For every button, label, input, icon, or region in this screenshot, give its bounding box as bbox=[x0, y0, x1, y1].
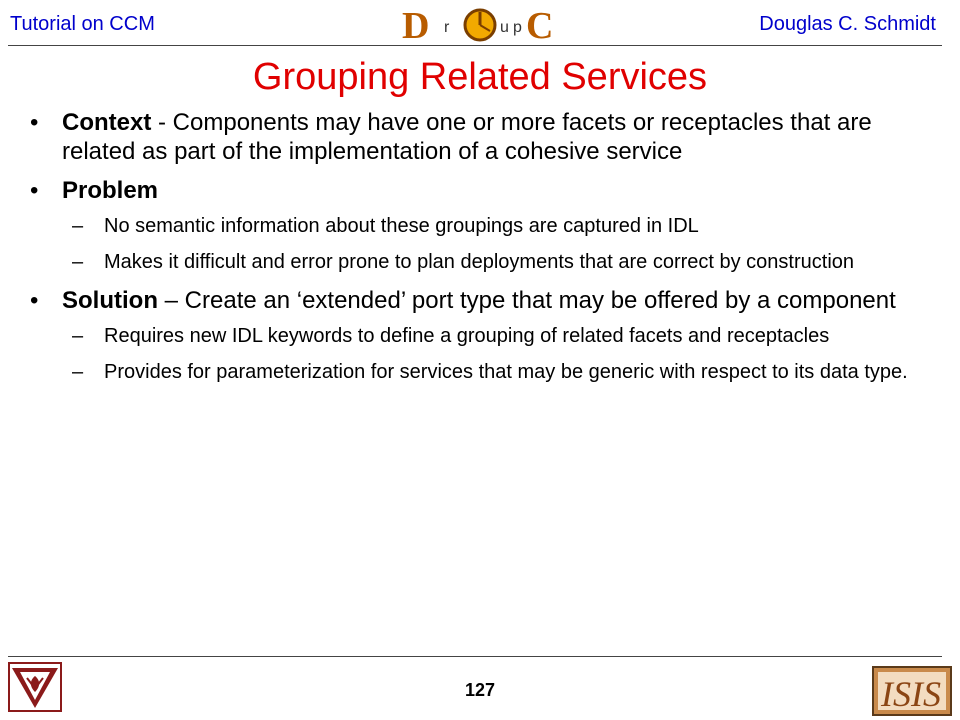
slide-body bbox=[0, 108, 960, 385]
bullet-dot: • bbox=[30, 177, 39, 204]
sub-bullet-dash: – bbox=[72, 251, 84, 273]
page-number: 127 bbox=[464, 680, 496, 700]
bullet-text: - Components may have one or more facets or receptacles that are related as part of the implementation of a cohesive service bbox=[62, 109, 872, 165]
sub-bullet bbox=[0, 360, 960, 385]
footer-rule bbox=[8, 656, 942, 657]
doc-group-logo bbox=[400, 4, 560, 46]
sub-bullet-text: Makes it difficult and error prone to plan deployments that are correct by construction bbox=[104, 251, 855, 273]
sub-bullet-text: Provides for parameterization for services that may be generic with respect to its data type. bbox=[104, 361, 908, 383]
bullet-problem bbox=[0, 176, 960, 205]
header-left-text: Tutorial on CCM bbox=[10, 13, 155, 35]
sub-bullet-text: No semantic information about these groupings are captured in IDL bbox=[104, 215, 699, 237]
bullet-term: Context bbox=[62, 109, 152, 136]
sub-bullet-text: Requires new IDL keywords to define a grouping of related facets and receptacles bbox=[104, 325, 830, 347]
sub-bullet bbox=[0, 214, 960, 239]
sub-bullet bbox=[0, 250, 960, 275]
sub-bullet bbox=[0, 324, 960, 349]
header-rule bbox=[8, 45, 942, 46]
bullet-term: Solution bbox=[62, 287, 158, 314]
sub-bullet-dash: – bbox=[72, 325, 84, 347]
bullet-context bbox=[0, 108, 960, 166]
bullet-dot: • bbox=[30, 287, 39, 314]
logo-letter-c: C bbox=[526, 5, 554, 46]
bullet-dot: • bbox=[30, 109, 39, 136]
logo-letter-u: u bbox=[500, 19, 509, 36]
sub-bullet-dash: – bbox=[72, 215, 84, 237]
isis-logo bbox=[872, 666, 952, 716]
bullet-solution bbox=[0, 286, 960, 315]
logo-letter-d: D bbox=[402, 5, 430, 46]
bullet-term: Problem bbox=[62, 177, 159, 204]
logo-letter-r: r bbox=[444, 19, 450, 36]
logo-letter-p: p bbox=[513, 19, 522, 36]
sub-bullet-dash: – bbox=[72, 361, 84, 383]
bullet-text: – Create an ‘extended’ port type that may be offered by a component bbox=[157, 287, 896, 314]
header-right-text: Douglas C. Schmidt bbox=[759, 13, 936, 35]
slide-title: Grouping Related Services bbox=[252, 56, 708, 98]
svg-text:ISIS: ISIS bbox=[881, 674, 941, 714]
